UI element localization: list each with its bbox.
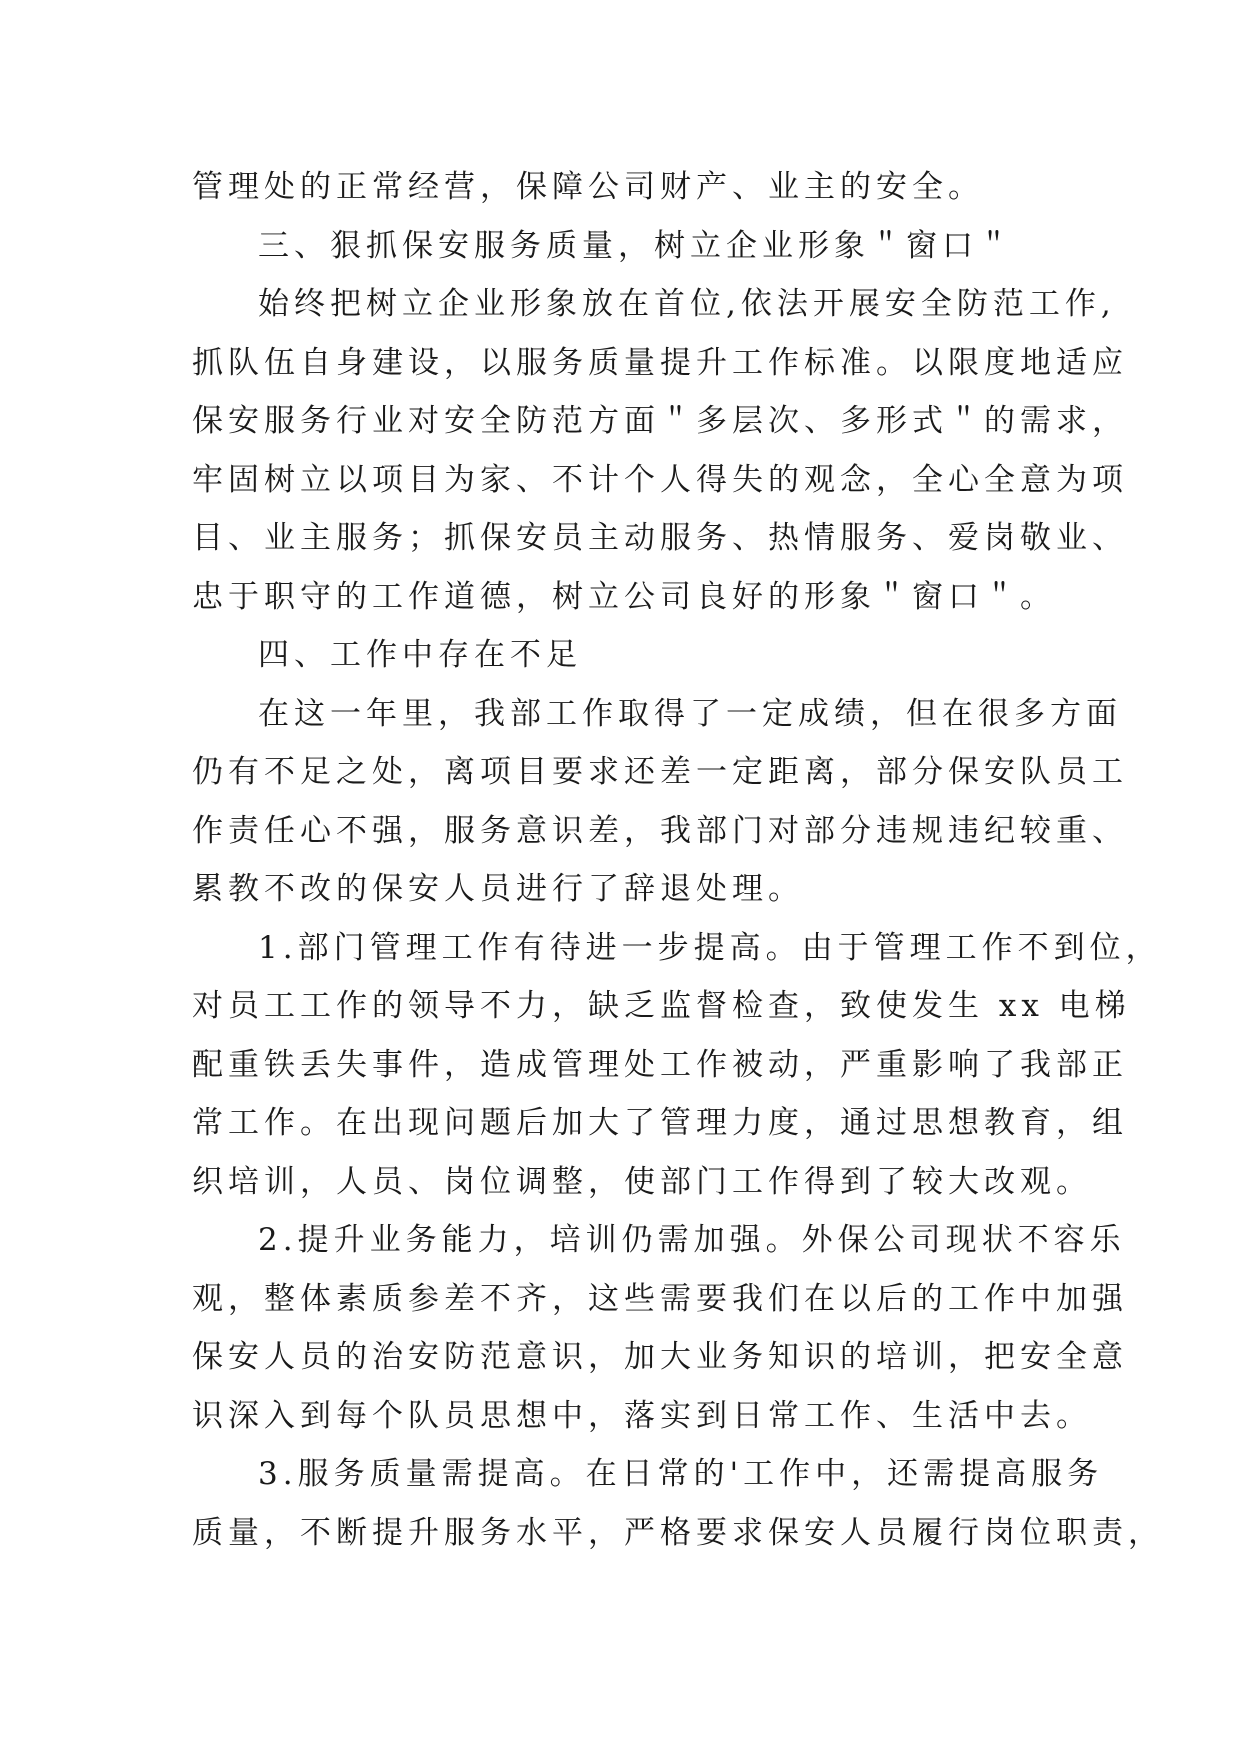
- section-heading-3: 三、狠抓保安服务质量，树立企业形象＂窗口＂: [258, 227, 1014, 264]
- list-item-1: 1.部门管理工作有待进一步提高。由于管理工作不到位，: [258, 929, 1162, 966]
- text-line: 对员工工作的领导不力，缺乏监督检查，致使发生 xx 电梯: [192, 988, 1131, 1024]
- text-line: 常工作。在出现问题后加大了管理力度，通过思想教育，组: [192, 1105, 1128, 1141]
- text-line: 忠于职守的工作道德，树立公司良好的形象＂窗口＂。: [192, 578, 1056, 615]
- text-line: 管理处的正常经营，保障公司财产、业主的安全。: [192, 169, 984, 205]
- text-line: 在这一年里，我部工作取得了一定成绩，但在很多方面: [258, 695, 1122, 732]
- text-line: 累教不改的保安人员进行了辞退处理。: [192, 871, 804, 907]
- text-line: 保安服务行业对安全防范方面＂多层次、多形式＂的需求，: [192, 403, 1128, 439]
- text-line: 质量，不断提升服务水平，严格要求保安人员履行岗位职责，: [192, 1514, 1164, 1551]
- text-line: 作责任心不强，服务意识差，我部门对部分违规违纪较重、: [192, 812, 1128, 849]
- text-line: 配重铁丢失事件，造成管理处工作被动，严重影响了我部正: [192, 1046, 1128, 1083]
- text-line: 牢固树立以项目为家、不计个人得失的观念，全心全意为项: [192, 461, 1128, 498]
- list-item-3: 3.服务质量需提高。在日常的'工作中，还需提高服务: [258, 1456, 1104, 1492]
- text-line: 织培训，人员、岗位调整，使部门工作得到了较大改观。: [192, 1163, 1092, 1200]
- body-text: [192, 158, 1164, 1562]
- text-line: 识深入到每个队员思想中，落实到日常工作、生活中去。: [192, 1397, 1092, 1434]
- text-line: 抓队伍自身建设，以服务质量提升工作标准。以限度地适应: [192, 344, 1128, 381]
- text-line: 始终把树立企业形象放在首位,依法开展安全防范工作,: [258, 286, 1116, 322]
- text-line: 观，整体素质参差不齐，这些需要我们在以后的工作中加强: [192, 1280, 1128, 1317]
- text-line: 仍有不足之处，离项目要求还差一定距离，部分保安队员工: [192, 754, 1128, 790]
- text-line: 目、业主服务；抓保安员主动服务、热情服务、爱岗敬业、: [192, 520, 1128, 556]
- text-line: 保安人员的治安防范意识，加大业务知识的培训，把安全意: [192, 1339, 1128, 1375]
- section-heading-4: 四、工作中存在不足: [258, 637, 582, 673]
- list-item-2: 2.提升业务能力，培训仍需加强。外保公司现状不容乐: [258, 1222, 1126, 1258]
